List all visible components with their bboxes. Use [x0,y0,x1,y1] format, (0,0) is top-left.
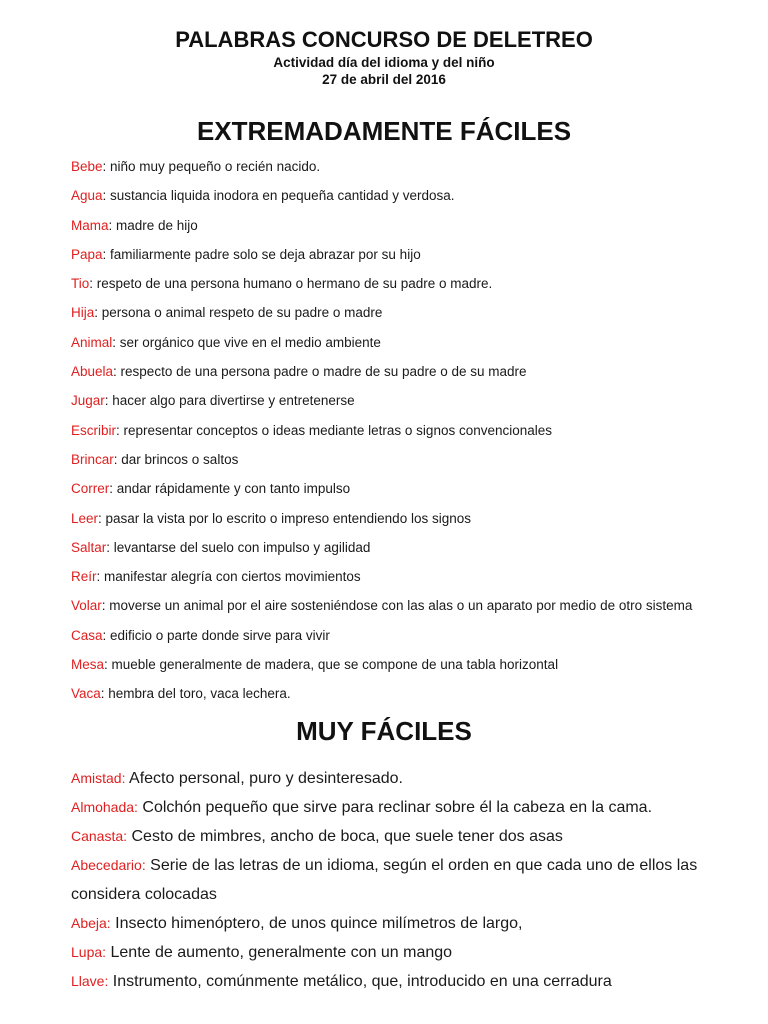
entry-definition: : familiarmente padre solo se deja abrazar por su hijo [102,246,421,262]
list-item [71,655,751,684]
entry-word: Almohada: [71,799,138,815]
list-item [71,157,751,186]
entry-word: Casa [71,627,103,643]
entry-definition: : representar conceptos o ideas mediante letras o signos convencionales [116,422,553,438]
entry-word: Saltar [71,539,107,555]
list-item [71,509,751,538]
document-date: 27 de abril del 2016 [322,72,446,87]
list-item [71,684,751,713]
entry-definition: : ser orgánico que vive en el medio ambiente [112,334,381,350]
entry-word: Lupa: [71,944,107,960]
list-item [71,450,751,479]
section-heading-muy-faciles: MUY FÁCILES [296,716,472,746]
document-subtitle: Actividad día del idioma y del niño [273,55,495,70]
entry-word: Mesa [71,657,105,673]
entry-definition: : sustancia liquida inodora en pequeña cantidad y verdosa. [102,188,455,204]
entry-word: Brincar [71,451,114,467]
entry-definition: : dar brincos o saltos [113,451,239,467]
entry-definition: : pasar la vista por lo escrito o impreso entendiendo los signos [98,510,471,526]
list-item [71,479,751,508]
entry-definition: : persona o animal respeto de su padre o madre [94,305,383,321]
list-item [71,938,751,967]
entry-definition: : moverse un animal por el aire sosteniéndose con las alas o un aparato por medio de otro sistema [101,598,693,614]
entry-word: Hija [71,305,95,321]
entry-definition: : edificio o parte donde sirve para vivir [102,627,330,643]
entry-definition: : hacer algo para divertirse y entretenerse [104,393,355,409]
entry-word: Abecedario: [71,857,146,873]
list-item [71,764,751,793]
entry-definition: : mueble generalmente de madera, que se compone de una tabla horizontal [104,657,559,673]
entry-definition: Lente de aumento, generalmente con un mango [106,944,453,961]
entry-definition: Cesto de mimbres, ancho de boca, que suele tener dos asas [127,828,563,845]
list-item [71,421,751,450]
entry-word: Abuela [71,364,114,380]
entry-word: Vaca [71,686,101,702]
entry-word: Llave: [71,973,109,989]
list-item [71,822,751,851]
entry-definition: : levantarse del suelo con impulso y agilidad [106,539,371,555]
entry-definition: Insecto himenóptero, de unos quince milímetros de largo, [110,915,523,932]
list-item [71,362,751,391]
entry-word: Reír [71,569,97,585]
entry-word: Agua [71,188,103,204]
entry-word: Tio [71,276,90,292]
word-list-muy-faciles [71,764,751,996]
entry-definition: : hembra del toro, vaca lechera. [100,686,291,702]
entry-word: Bebe [71,159,103,174]
list-item [71,391,751,420]
entry-word: Animal [71,334,113,350]
list-item [71,967,751,996]
list-item [71,216,751,245]
entry-definition: Serie de las letras de un idioma, según el orden en que cada uno de ellos las considera colocadas [71,857,698,903]
entry-word: Escribir [71,422,117,438]
entry-definition: Colchón pequeño que sirve para reclinar sobre él la cabeza en la cama. [137,799,653,816]
entry-word: Correr [71,481,110,497]
list-item [71,538,751,567]
entry-word: Papa [71,246,103,262]
entry-word: Amistad: [71,770,126,786]
entry-definition: : niño muy pequeño o recién nacido. [102,159,321,174]
entry-definition: : manifestar alegría con ciertos movimientos [96,569,361,585]
list-item [71,274,751,303]
entry-word: Abeja: [71,915,111,931]
entry-definition: Instrumento, comúnmente metálico, que, introducido en una cerradura [108,973,612,990]
list-item [71,596,751,625]
list-item [71,567,751,596]
entry-definition: : madre de hijo [108,217,198,233]
entry-word: Leer [71,510,99,526]
entry-word: Mama [71,217,109,233]
entry-word: Volar [71,598,102,614]
list-item [71,626,751,655]
document-title: PALABRAS CONCURSO DE DELETREO [175,27,593,52]
list-item [71,851,751,909]
word-list-extremadamente-faciles [71,157,751,714]
list-item [71,333,751,362]
entry-definition: : andar rápidamente y con tanto impulso [109,481,351,497]
list-item [71,303,751,332]
list-item [71,909,751,938]
entry-definition: Afecto personal, puro y desinteresado. [125,770,403,787]
list-item [71,793,751,822]
section-heading-extremadamente-faciles: EXTREMADAMENTE FÁCILES [196,116,572,146]
list-item [71,245,751,274]
list-item [71,186,751,215]
entry-word: Canasta: [71,828,128,844]
entry-word: Jugar [71,393,105,409]
entry-definition: : respecto de una persona padre o madre de su padre o de su madre [113,364,527,380]
entry-definition: : respeto de una persona humano o hermano de su padre o madre. [89,276,493,292]
